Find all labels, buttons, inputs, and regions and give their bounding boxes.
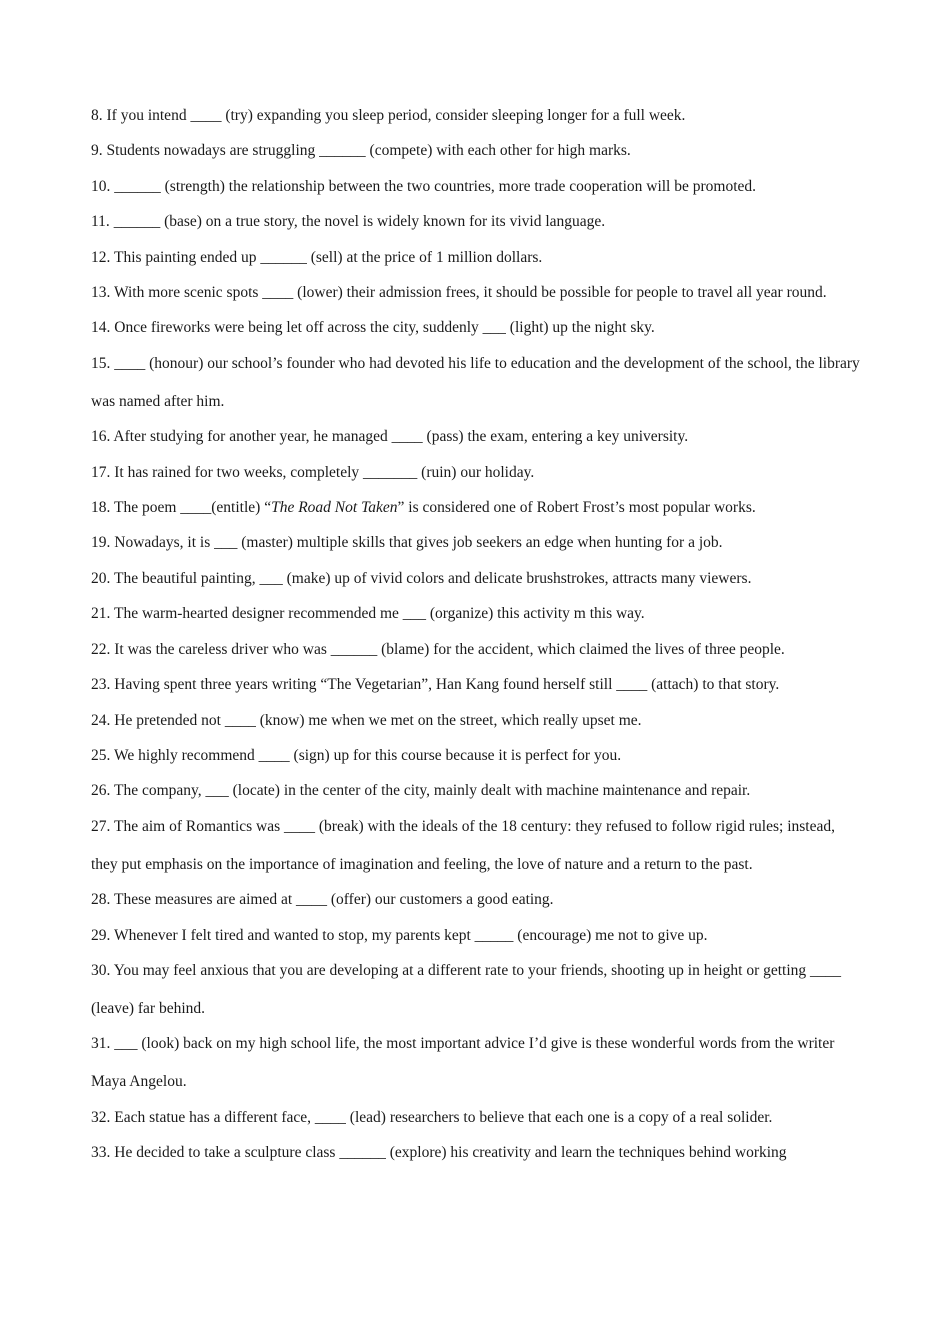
question-text: We highly recommend ____ (sign) up for this course because it is perfect for you. [113, 746, 622, 764]
question-item [91, 595, 861, 633]
question-text: The beautiful painting, ___ (make) up of vivid colors and delicate brushstrokes, attracts many viewers. [113, 569, 752, 587]
question-number: 26. [91, 782, 111, 800]
question-number: 24. [91, 711, 111, 729]
question-list [91, 97, 861, 1170]
question-text: ____ (honour) our school’s founder who had devoted his life to education and the development of the school, the library was named after him. [91, 354, 860, 410]
question-text: This painting ended up ______ (sell) at the price of 1 million dollars. [113, 248, 543, 266]
question-text: Students nowadays are struggling ______ (compete) with each other for high marks. [106, 142, 631, 160]
question-number: 27. [91, 817, 111, 835]
question-text: Once fireworks were being let off across the city, suddenly ___ (light) up the night sky. [114, 319, 655, 337]
question-number: 16. [91, 428, 111, 446]
question-number: 9. [91, 142, 103, 160]
question-item [91, 666, 861, 704]
question-text: If you intend ____ (try) expanding you sleep period, consider sleeping longer for a full week. [106, 107, 686, 124]
question-number: 19. [91, 534, 111, 552]
question-number: 25. [91, 746, 111, 764]
question-number: 23. [91, 676, 111, 694]
question-number: 18. [91, 499, 111, 517]
question-number: 31. [91, 1035, 111, 1053]
question-item [91, 239, 861, 277]
question-number: 20. [91, 569, 111, 587]
question-item [91, 1099, 861, 1137]
question-text-end: ” is considered one of Robert Frost’s most popular works. [397, 499, 756, 517]
question-item [91, 917, 861, 955]
poem-title: The Road Not Taken [271, 499, 398, 517]
question-text: It has rained for two weeks, completely _______ (ruin) our holiday. [114, 463, 535, 481]
question-item [91, 97, 861, 135]
question-text: It was the careless driver who was ______ (blame) for the accident, which claimed the lives of three people. [114, 640, 785, 658]
question-item [91, 1025, 861, 1101]
question-text: With more scenic spots ____ (lower) their admission frees, it should be possible for people to travel all year round. [113, 284, 827, 302]
question-number: 30. [91, 961, 111, 979]
question-number: 13. [91, 284, 111, 302]
question-text: Whenever I felt tired and wanted to stop, my parents kept _____ (encourage) me not to give up. [113, 926, 708, 944]
question-text: The company, ___ (locate) in the center of the city, mainly dealt with machine maintenance and repair. [113, 782, 751, 800]
question-text: Nowadays, it is ___ (master) multiple skills that gives job seekers an edge when hunting for a job. [114, 534, 723, 552]
question-number: 21. [91, 605, 111, 623]
question-number: 29. [91, 926, 111, 944]
question-item [91, 524, 861, 562]
question-text: The warm-hearted designer recommended me ___ (organize) this activity m this way. [113, 605, 645, 623]
question-text: He decided to take a sculpture class ______ (explore) his creativity and learn the techniques behind working [114, 1144, 787, 1162]
question-number: 15. [91, 354, 111, 372]
question-item [91, 309, 861, 347]
question-text: These measures are aimed at ____ (offer) our customers a good eating. [113, 891, 554, 909]
question-number: 17. [91, 463, 111, 481]
question-text: He pretended not ____ (know) me when we met on the street, which really upset me. [114, 711, 642, 729]
question-item [91, 203, 861, 241]
question-number: 12. [91, 248, 111, 266]
question-item [91, 489, 861, 527]
question-text: The aim of Romantics was ____ (break) with the ideals of the 18 century: they refused to follow rigid rules; instead, they put emphasis on the importance of imagination and feeling, the love of nature and a return to the past. [91, 817, 835, 873]
question-item [91, 952, 861, 1028]
question-item [91, 1134, 861, 1172]
question-number: 14. [91, 319, 111, 337]
question-item [91, 772, 861, 810]
question-item [91, 881, 861, 919]
question-item [91, 168, 861, 206]
question-text: You may feel anxious that you are developing at a different rate to your friends, shooting up in height or getting ____ (leave) far behind. [91, 961, 842, 1017]
question-item [91, 560, 861, 598]
question-number: 32. [91, 1108, 111, 1126]
question-text: After studying for another year, he managed ____ (pass) the exam, entering a key university. [113, 428, 689, 446]
question-text: Having spent three years writing “The Vegetarian”, Han Kang found herself still ____ (attach) to that story. [114, 676, 780, 694]
question-text: ___ (look) back on my high school life, the most important advice I’d give is these wonderful words from the writer Maya Angelou. [91, 1035, 835, 1091]
question-number: 33. [91, 1144, 111, 1162]
question-number: 22. [91, 640, 111, 658]
question-item [91, 418, 861, 456]
question-number: 10. [91, 177, 111, 195]
question-number: 11. [91, 213, 110, 231]
question-item [91, 808, 861, 884]
question-item [91, 737, 861, 775]
question-number: 8. [91, 107, 103, 124]
question-text: Each statue has a different face, ____ (lead) researchers to believe that each one is a copy of a real solider. [114, 1108, 773, 1126]
question-number: 28. [91, 891, 111, 909]
question-text: The poem ____(entitle) “ [113, 499, 272, 517]
question-item [91, 454, 861, 492]
question-text: ______ (base) on a true story, the novel is widely known for its vivid language. [113, 213, 606, 231]
question-item [91, 631, 861, 669]
question-item [91, 702, 861, 740]
question-item [91, 274, 861, 312]
question-item [91, 132, 861, 170]
question-item [91, 345, 861, 421]
question-text: ______ (strength) the relationship between the two countries, more trade cooperation will be promoted. [114, 177, 757, 195]
